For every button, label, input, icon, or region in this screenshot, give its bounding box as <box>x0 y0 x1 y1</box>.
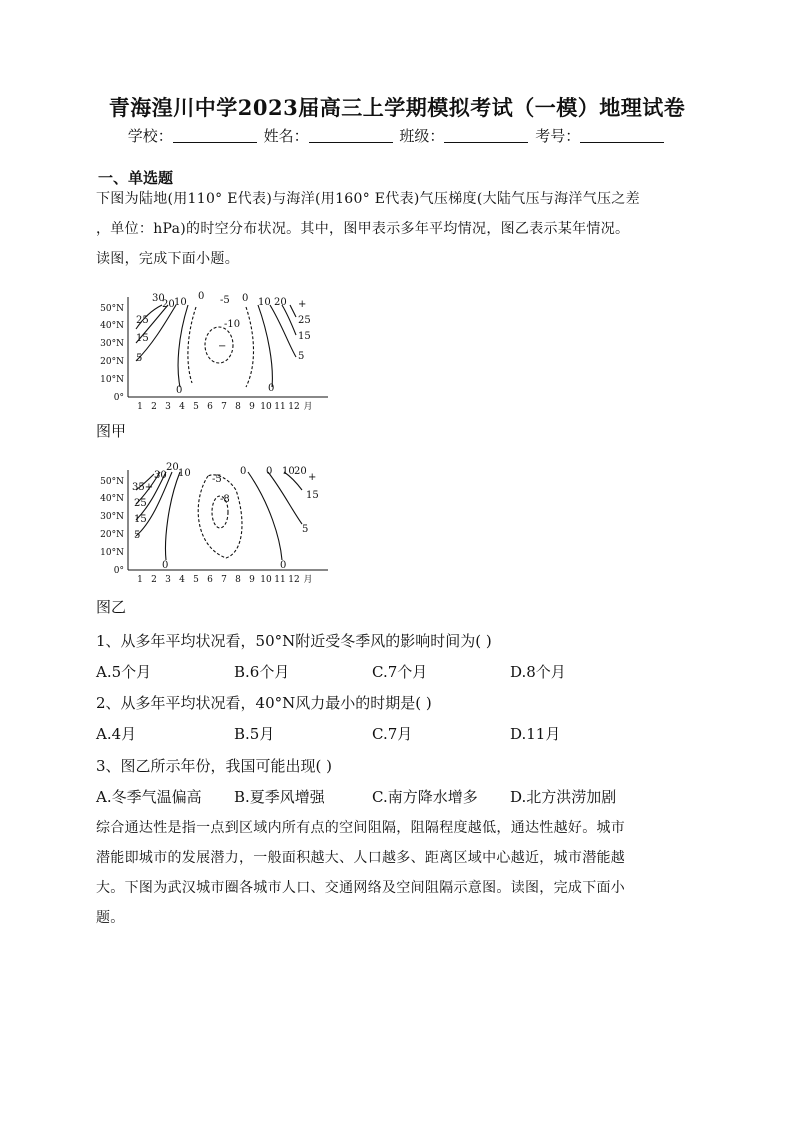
y-tick: 20°N <box>100 357 124 367</box>
x-tick: 8 <box>235 575 241 585</box>
exam-title: 青海湟川中学2023届高三上学期模拟考试（一模）地理试卷 <box>108 95 686 120</box>
contour-label: 30 <box>152 293 165 304</box>
y-axis-labels <box>100 477 124 576</box>
option-d[interactable]: D.8个月 <box>510 663 566 681</box>
dashed-isobars <box>198 475 242 558</box>
contour-label: 0 <box>162 560 169 571</box>
contour-label: 5 <box>136 353 143 364</box>
intro-line: ，单位：hPa)的时空分布状况。其中，图甲表示多年平均情况，图乙表示某年情况。 <box>96 221 630 237</box>
intro-paragraph <box>96 184 706 274</box>
x-unit: 月 <box>303 402 313 412</box>
x-tick: 7 <box>221 575 227 585</box>
y-tick: 30°N <box>100 339 124 349</box>
contour-label: 5 <box>298 351 305 362</box>
y-tick: 10°N <box>100 375 124 385</box>
y-tick: 0° <box>113 566 124 576</box>
x-tick: 4 <box>179 402 185 412</box>
contour-label: 15 <box>306 490 319 501</box>
x-tick: 6 <box>207 402 213 412</box>
y-tick: 30°N <box>100 512 124 522</box>
option-c[interactable]: C.南方降水增多 <box>372 788 478 806</box>
x-tick: 2 <box>151 402 157 412</box>
contour-label: 5 <box>134 530 141 541</box>
intro-line: 读图，完成下面小题。 <box>96 251 239 267</box>
contour-label: -8 <box>220 494 230 505</box>
x-tick: 6 <box>207 575 213 585</box>
contour-label: 25 <box>136 315 149 326</box>
contour-label: 35+ <box>132 482 154 493</box>
isobar-lines <box>136 305 296 387</box>
contour-label: -5 <box>220 295 230 306</box>
class-blank[interactable] <box>444 128 528 143</box>
contour-label: 0 <box>266 466 273 477</box>
contour-label: 0 <box>240 466 247 477</box>
x-tick: 1 <box>137 402 143 412</box>
contour-label: -10 <box>224 319 241 330</box>
x-tick: 7 <box>221 402 227 412</box>
y-tick: 40°N <box>100 321 124 331</box>
option-c[interactable]: C.7个月 <box>372 663 428 681</box>
y-tick: 20°N <box>100 530 124 540</box>
contour-label: 30 <box>154 470 167 481</box>
contour-label: + <box>308 472 317 483</box>
contour-label: 0 <box>176 385 183 396</box>
school-blank[interactable] <box>173 128 257 143</box>
y-tick: 40°N <box>100 494 124 504</box>
x-tick: 5 <box>193 575 199 585</box>
y-tick: 0° <box>113 393 124 403</box>
outro-paragraph <box>96 813 706 933</box>
x-tick: 11 <box>274 402 286 412</box>
contour-labels <box>136 291 311 396</box>
option-b[interactable]: B.6个月 <box>234 663 290 681</box>
option-c[interactable]: C.7月 <box>372 725 413 743</box>
x-tick: 12 <box>288 575 300 585</box>
option-a[interactable]: A.冬季气温偏高 <box>96 788 202 806</box>
option-b[interactable]: B.5月 <box>234 725 275 743</box>
x-tick: 1 <box>137 575 143 585</box>
y-tick: 50°N <box>100 304 124 314</box>
figure-yi <box>96 460 336 588</box>
x-tick: 10 <box>260 575 272 585</box>
section-heading: 一、单选题 <box>98 169 174 187</box>
contour-label: − <box>218 341 227 352</box>
option-a[interactable]: A.4月 <box>96 725 137 743</box>
y-axis-labels <box>100 304 124 403</box>
contour-label: 0 <box>280 560 287 571</box>
option-b[interactable]: B.夏季风增强 <box>234 788 325 806</box>
isobar-lines <box>136 472 302 560</box>
outro-line: 大。下图为武汉城市圈各城市人口、交通网络及空间阻隔示意图。读图，完成下面小 <box>96 880 626 896</box>
student-info-fields <box>0 125 794 146</box>
contour-label: 0 <box>242 293 249 304</box>
contour-label: 0 <box>198 291 205 302</box>
outro-line: 潜能即城市的发展潜力，一般面积越大、人口越多、距离区域中心越近，城市潜能越 <box>96 850 626 866</box>
y-tick: 10°N <box>100 548 124 558</box>
contour-label: 0 <box>268 383 275 394</box>
x-tick: 4 <box>179 575 185 585</box>
number-label: 考号： <box>535 127 581 145</box>
contour-label: 20 <box>274 297 287 308</box>
figure-jia-caption: 图甲 <box>96 422 127 440</box>
question-stem: 2、从多年平均状况看，40°N风力最小的时期是( ) <box>96 694 432 712</box>
contour-label: 15 <box>298 331 311 342</box>
name-blank[interactable] <box>309 128 393 143</box>
x-tick: 11 <box>274 575 286 585</box>
contour-label: 15 <box>136 333 149 344</box>
contour-label: 20 <box>162 299 175 310</box>
contour-label: -5 <box>212 474 222 485</box>
x-tick: 9 <box>249 402 255 412</box>
figure-yi-caption: 图乙 <box>96 598 127 616</box>
x-tick: 8 <box>235 402 241 412</box>
question-stem: 3、图乙所示年份，我国可能出现( ) <box>96 757 333 775</box>
x-tick: 5 <box>193 402 199 412</box>
outro-line: 题。 <box>96 910 125 926</box>
x-tick: 12 <box>288 402 300 412</box>
x-tick: 2 <box>151 575 157 585</box>
contour-label: 20 <box>166 462 179 473</box>
contour-label: 10 <box>178 468 191 479</box>
contour-label: 25 <box>298 315 311 326</box>
option-d[interactable]: D.北方洪涝加剧 <box>510 788 617 806</box>
outro-line: 综合通达性是指一点到区域内所有点的空间阻隔，阻隔程度越低，通达性越好。城市 <box>96 820 626 836</box>
x-tick: 9 <box>249 575 255 585</box>
contour-label: 15 <box>134 514 147 525</box>
contour-label: 10 <box>282 466 295 477</box>
contour-label: 10 <box>174 297 187 308</box>
name-label: 姓名： <box>263 127 309 145</box>
x-axis-labels <box>137 401 312 412</box>
contour-label: + <box>298 299 307 310</box>
x-tick: 3 <box>165 575 171 585</box>
number-blank[interactable] <box>580 128 664 143</box>
question-stem: 1、从多年平均状况看，50°N附近受冬季风的影响时间为( ) <box>96 632 492 650</box>
figure-jia <box>96 287 336 415</box>
x-tick: 10 <box>260 402 272 412</box>
option-a[interactable]: A.5个月 <box>96 663 152 681</box>
intro-line: 下图为陆地(用110° E代表)与海洋(用160° E代表)气压梯度(大陆气压与海洋气压之差 <box>96 191 640 207</box>
x-unit: 月 <box>303 575 313 585</box>
class-label: 班级： <box>399 127 445 145</box>
y-tick: 50°N <box>100 477 124 487</box>
contour-label: 25 <box>134 498 147 509</box>
contour-label: 20 <box>294 466 307 477</box>
contour-label: 5 <box>302 524 309 535</box>
contour-label: 10 <box>258 297 271 308</box>
x-tick: 3 <box>165 402 171 412</box>
school-label: 学校： <box>127 127 173 145</box>
x-axis-labels <box>137 574 312 585</box>
option-d[interactable]: D.11月 <box>510 725 561 743</box>
